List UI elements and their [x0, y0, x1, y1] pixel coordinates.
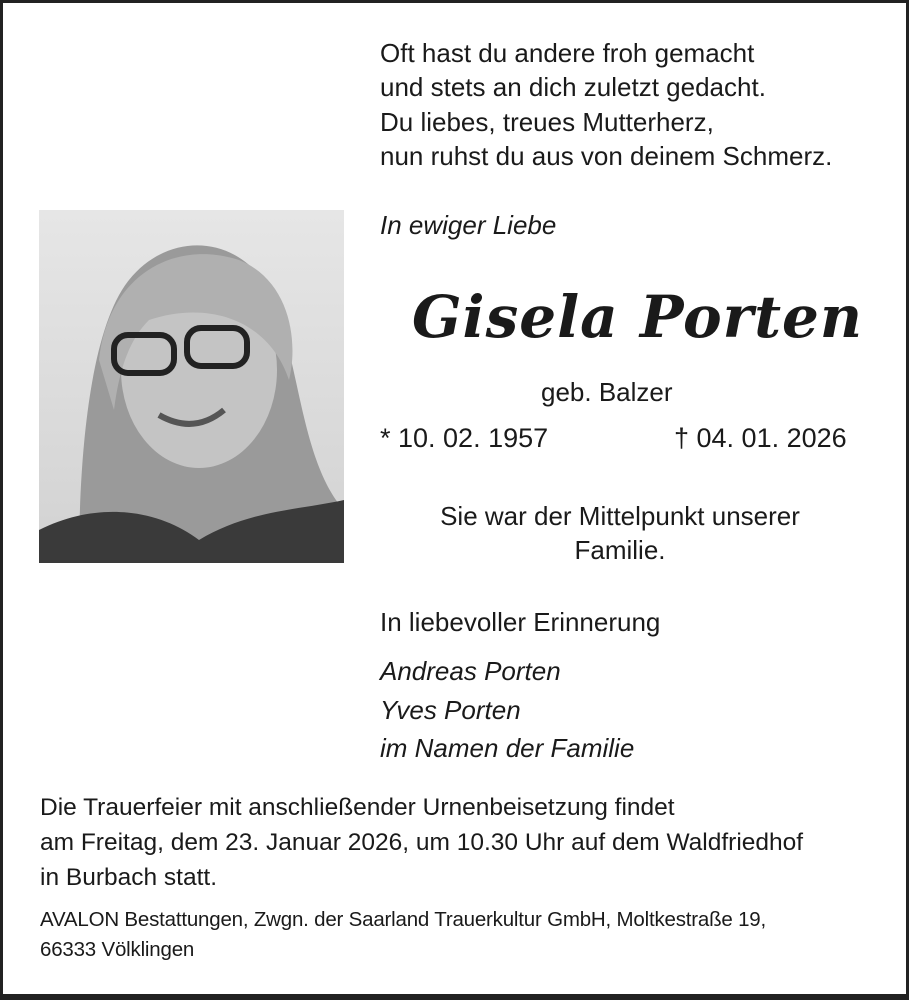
birth-date: * 10. 02. 1957: [380, 423, 549, 453]
remembrance-heading: In liebevoller Erinnerung: [380, 607, 661, 637]
poem-line: und stets an dich zuletzt gedacht.: [380, 72, 766, 102]
portrait-photo: [39, 210, 344, 563]
poem-line: nun ruhst du aus von deinem Schmerz.: [380, 141, 833, 171]
birth-name: geb. Balzer: [541, 377, 673, 407]
mourner: Andreas Porten: [380, 656, 561, 686]
dedication: In ewiger Liebe: [380, 210, 557, 240]
ceremony-line: am Freitag, dem 23. Januar 2026, um 10.30 Uhr auf dem Waldfriedhof: [40, 829, 804, 856]
funeral-home-line: 66333 Völklingen: [40, 938, 195, 961]
poem-line: Du liebes, treues Mutterherz,: [380, 107, 714, 137]
tribute-line: Familie.: [574, 535, 666, 565]
poem-line: Oft hast du andere froh gemacht: [380, 38, 755, 68]
deceased-name: Gisela Porten: [412, 283, 864, 351]
tribute-line: Sie war der Mittelpunkt unserer: [440, 501, 800, 531]
ceremony-line: Die Trauerfeier mit anschließender Urnenbeisetzung findet: [40, 794, 675, 821]
mourner: im Namen der Familie: [380, 733, 635, 763]
mourner: Yves Porten: [380, 695, 521, 725]
death-date: † 04. 01. 2026: [674, 423, 847, 453]
funeral-home-line: AVALON Bestattungen, Zwgn. der Saarland Trauerkultur GmbH, Moltkestraße 19,: [40, 908, 766, 931]
ceremony-line: in Burbach statt.: [40, 864, 218, 891]
